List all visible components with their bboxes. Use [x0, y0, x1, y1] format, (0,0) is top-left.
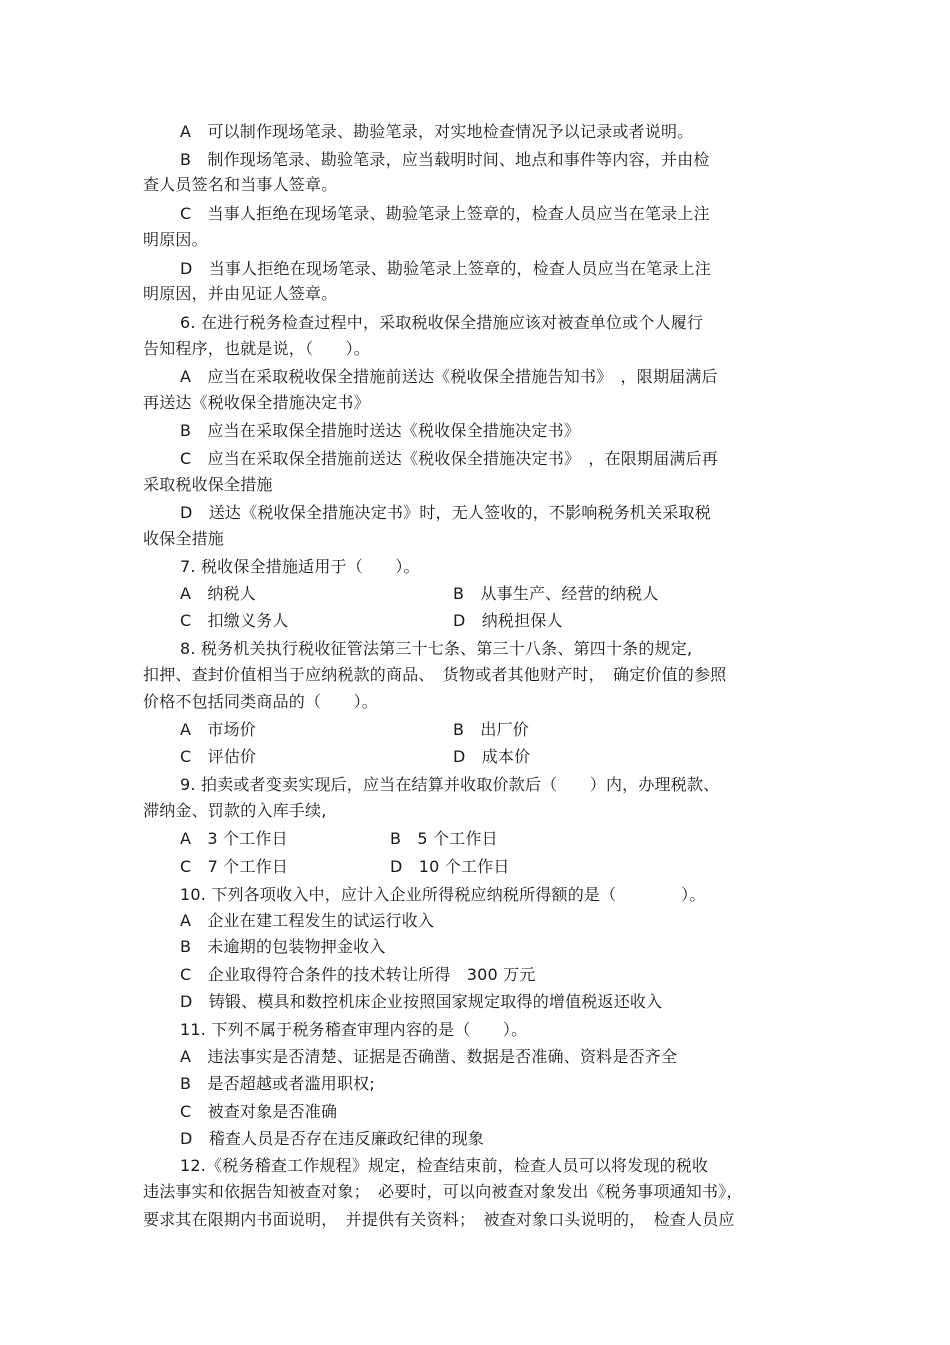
q11-option-d: D 稽查人员是否存在违反廉政纪律的现象 [180, 1129, 485, 1148]
option-b-continued: 查人员签名和当事人签章。 [143, 175, 338, 194]
q7-option-c: C 扣缴义务人 [180, 611, 289, 630]
q11-option-a: A 违法事实是否清楚、证据是否确凿、数据是否准确、资料是否齐全 [180, 1047, 678, 1066]
question-11: 11. 下列不属于税务稽查审理内容的是（ ）。 [180, 1020, 528, 1039]
option-c-line: C 当事人拒绝在现场笔录、勘验笔录上签章的，检查人员应当在笔录上注 [180, 204, 710, 223]
q7-option-a: A 纳税人 [180, 584, 256, 603]
q8-option-d: D 成本价 [453, 747, 531, 766]
q9-option-b: B 5 个工作日 [390, 829, 498, 848]
question-7: 7. 税收保全措施适用于（ ）。 [180, 557, 420, 576]
option-a-line: A 可以制作现场笔录、勘验笔录，对实地检查情况予以记录或者说明。 [180, 122, 694, 141]
q8-option-c: C 评估价 [180, 747, 257, 766]
question-9-continued: 滞纳金、罚款的入库手续, [143, 801, 327, 820]
q6-option-d: D 送达《税收保全措施决定书》时，无人签收的，不影响税务机关采取税 [180, 503, 711, 522]
q11-option-c: C 被查对象是否准确 [180, 1102, 338, 1121]
q8-option-b: B 出厂价 [453, 720, 529, 739]
q10-option-a: A 企业在建工程发生的试运行收入 [180, 911, 435, 930]
q9-option-d: D 10 个工作日 [390, 857, 510, 876]
q6-option-c-continued: 采取税收保全措施 [143, 475, 273, 494]
q10-option-b: B 未逾期的包装物押金收入 [180, 937, 386, 956]
q6-option-b: B 应当在采取保全措施时送达《税收保全措施决定书》 [180, 421, 580, 440]
q6-option-c: C 应当在采取保全措施前送达《税收保全措施决定书》 ，在限期届满后再 [180, 449, 718, 468]
q11-option-b: B 是否超越或者滥用职权; [180, 1074, 375, 1093]
question-6-continued: 告知程序，也就是说，（ ）。 [143, 339, 371, 358]
question-8: 8. 税务机关执行税收征管法第三十七条、第三十八条、第四十条的规定, [180, 639, 693, 658]
q6-option-a-continued: 再送达《税收保全措施决定书》 [143, 393, 370, 412]
q10-option-d: D 铸锻、模具和数控机床企业按照国家规定取得的增值税返还收入 [180, 992, 663, 1011]
option-c-continued: 明原因。 [143, 230, 208, 249]
q9-option-a: A 3 个工作日 [180, 829, 288, 848]
q6-option-d-continued: 收保全措施 [143, 529, 225, 548]
question-8-continued-2: 价格不包括同类商品的（ ）。 [143, 692, 379, 711]
question-12-continued-2: 要求其在限期内书面说明， 并提供有关资料； 被查对象口头说明的， 检查人员应 [143, 1210, 735, 1229]
q7-option-b: B 从事生产、经营的纳税人 [453, 584, 659, 603]
q9-option-c: C 7 个工作日 [180, 857, 289, 876]
q6-option-a: A 应当在采取税收保全措施前送达《税收保全措施告知书》 ，限期届满后 [180, 367, 718, 386]
q7-option-d: D 纳税担保人 [453, 611, 563, 630]
option-d-line: D 当事人拒绝在现场笔录、勘验笔录上签章的，检查人员应当在笔录上注 [180, 259, 711, 278]
q10-option-c: C 企业取得符合条件的技术转让所得 300 万元 [180, 965, 536, 984]
option-b-line: B 制作现场笔录、勘验笔录，应当载明时间、地点和事件等内容，并由检 [180, 150, 710, 169]
question-10: 10. 下列各项收入中，应计入企业所得税应纳税所得额的是（ ）。 [180, 885, 706, 904]
q8-option-a: A 市场价 [180, 720, 256, 739]
question-6: 6. 在进行税务检查过程中，采取税收保全措施应该对被查单位或个人履行 [180, 313, 704, 332]
question-12-continued-1: 违法事实和依据告知被查对象； 必要时，可以向被查对象发出《税务事项通知书》， [143, 1182, 743, 1201]
question-9: 9. 拍卖或者变卖实现后，应当在结算并收取价款后（ ）内，办理税款、 [180, 775, 720, 794]
question-12: 12.《税务稽查工作规程》规定，检查结束前，检查人员可以将发现的税收 [180, 1156, 709, 1175]
question-8-continued-1: 扣押、查封价值相当于应纳税款的商品、 货物或者其他财产时， 确定价值的参照 [143, 665, 727, 684]
option-d-continued: 明原因，并由见证人签章。 [143, 284, 338, 303]
